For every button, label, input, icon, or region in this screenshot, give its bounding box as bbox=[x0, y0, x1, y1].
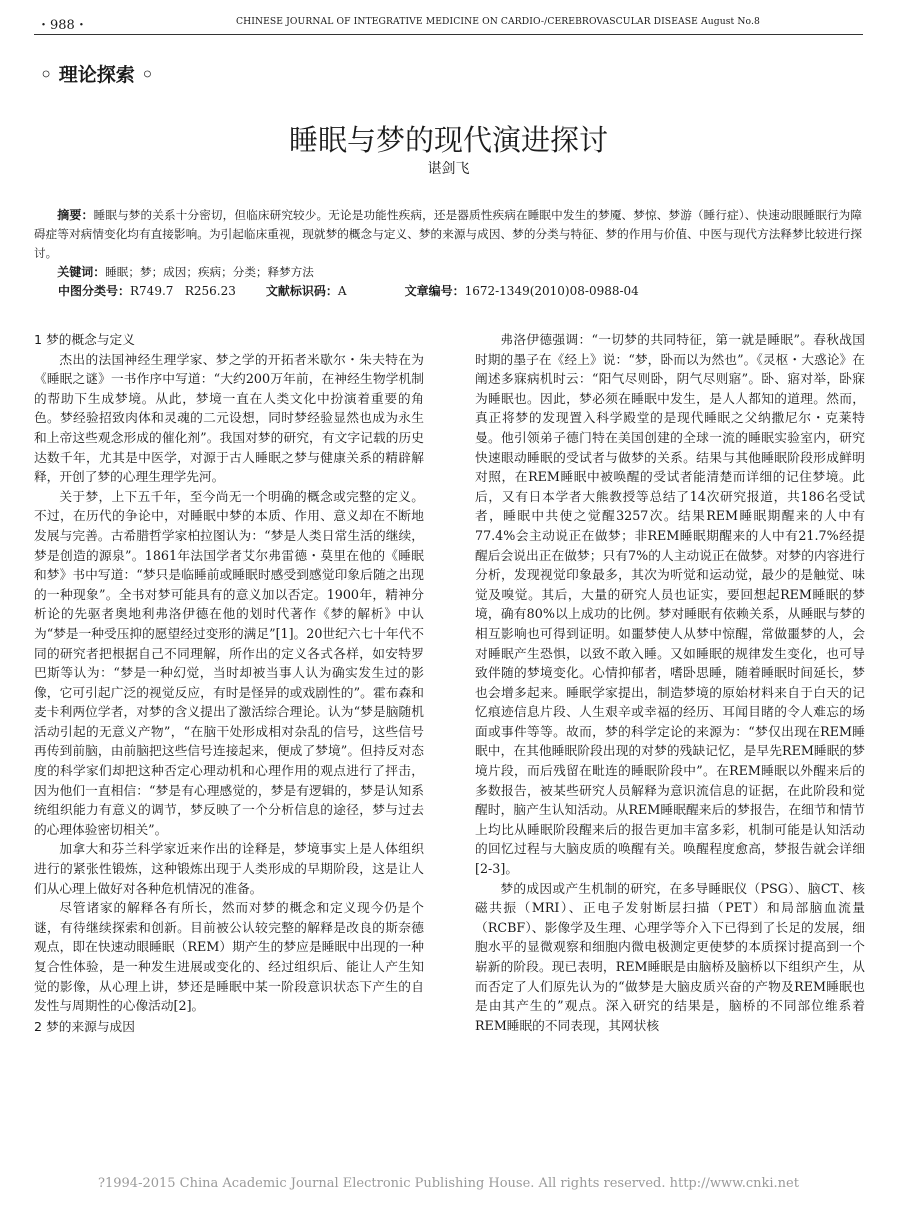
clc-value: R749.7 R256.23 bbox=[130, 284, 236, 298]
copyright-footer: ?1994-2015 China Academic Journal Electronic Publishing House. All rights reserved. http://www.cnki.net bbox=[98, 1176, 799, 1191]
section-tag: ◦ 理论探索 ◦ bbox=[40, 64, 154, 86]
body-paragraph: 加拿大和芬兰科学家近来作出的诠释是，梦境事实上是人体组织进行的紧张性锻炼，这种锻炼出现于人类形成的早期阶段，这是让人们从心理上做好对各种危机情况的准备。 bbox=[34, 841, 424, 896]
article-number-label: 文章编号： bbox=[404, 284, 465, 298]
keywords-line bbox=[34, 263, 862, 282]
keywords-label: 关键词： bbox=[57, 265, 106, 279]
clc-label: 中图分类号： bbox=[58, 284, 131, 298]
section-heading-1: 1 梦的概念与定义 bbox=[34, 332, 135, 347]
body-paragraph: 弗洛伊德强调：“一切梦的共同特征，第一就是睡眠”。春秋战国时期的墨子在《经上》说：“梦，卧而以为然也”。《灵枢・大惑论》在阐述多寐病机时云：“阳气尽则卧，阴气尽则寤”。卧、寤对举，卧寐为睡眠也。因此，梦必须在睡眠中发生，是人人都知的道理。然而，真正将梦的发现置入科学殿堂的是现代睡眠之父纳撒尼尔・克莱特曼。他引领弟子德门特在美国创建的全球一流的睡眠实验室内，研究快速眼动睡眠的受试者与做梦的关系。结果与其他睡眠阶段形成鲜明对照，在REM睡眠中被唤醒的受试者能清楚而详细的记住梦境。此后，又有日本学者大熊教授等总结了14次研究报道，共186名受试者，睡眠中共使之觉醒3257次。结果REM睡眠期醒来的人中有77.4%会主动说正在做梦；非REM睡眠期醒来的人中有21.7%经提醒后会说出正在做梦；只有7%的人主动说正在做梦。对梦的内容进行分析，发现视觉印象最多，其次为听觉和运动觉，最少的是触觉、味觉及嗅觉。其后，大量的研究人员也证实，要回想起REM睡眠的梦境，确有80%以上成功的比例。梦对睡眠有依赖关系，从睡眠与梦的相互影响也可得到证明。如噩梦使人从梦中惊醒，常做噩梦的人，会对睡眠产生恐惧，以致不敢入睡。又如睡眠的规律发生变化，也可导致伴随的梦境变化。心情抑郁者，嗜卧思睡，随着睡眠时间延长，梦也会增多起来。睡眠学家提出，制造梦境的原始材料来自于白天的记忆痕迹信息片段、人生艰辛或幸福的经历、耳闻目睹的令人难忘的场面或事件等等。故而，梦的科学定论的来源为：“梦仅出现在REM睡眠中，在其他睡眠阶段出现的对梦的残缺记忆，是早先REM睡眠的梦境片段，而后残留在毗连的睡眠阶段中”。在REM睡眠以外醒来后的多数报告，被某些研究人员解释为意识流信息的证据，在此阶段和觉醒时，脑产生认知活动。从REM睡眠醒来后的梦报告，在细节和情节上均比从睡眠阶段醒来后的报告更加丰富多彩，机制可能是认知活动的回忆过程与大脑皮质的唤醒有关。唤醒程度愈高，梦报告就会详细[2-3]。 bbox=[475, 332, 865, 877]
abstract-paragraph bbox=[34, 206, 862, 263]
page-number: ・988・ bbox=[37, 18, 88, 33]
journal-header: CHINESE JOURNAL OF INTEGRATIVE MEDICINE ON CARDIO-/CEREBROVASCULAR DISEASE August No.8 bbox=[236, 16, 760, 27]
doc-code-label: 文献标识码： bbox=[265, 284, 338, 298]
classification-line bbox=[34, 282, 862, 301]
section-heading-2: 2 梦的来源与成因 bbox=[34, 1018, 135, 1034]
body-paragraph: 杰出的法国神经生理学家、梦之学的开拓者米歇尔・朱夫特在为《睡眠之谜》一书作序中写道：“大约200万年前，在神经生物学机制的帮助下生成梦境。从此，梦境一直在人类文化中扮演着重要的角色。梦经验招致肉体和灵魂的二元设想，同时梦经验显然也成为永生和上帝这些观念形成的催化剂”。我国对梦的研究，有文字记载的历史达数千年，尤其是中医学，对源于古人睡眠之梦与健康关系的精辟解释，开创了梦的心理生理学先河。 bbox=[34, 351, 424, 485]
body-paragraph: 梦的成因或产生机制的研究，在多导睡眠仪（PSG）、脑CT、核磁共振（MRI）、正电子发射断层扫描（PET）和局部脑血流量（RCBF）、影像学及生理、心理学等介入下已得到了长足的发展，细胞水平的显微观察和细胞内微电极测定更使梦的本质探讨提高到一个崭新的阶段。现已表明，REM睡眠是由脑桥及脑桥以下组织产生，从而否定了人们原先认为的“做梦是大脑皮质兴奋的产物及REM睡眠也是由其产生的”观点。深入研究的结果是，脑桥的不同部位维系着REM睡眠的不同表现，其网状核 bbox=[475, 880, 865, 1033]
article-number-value: 1672-1349(2010)08-0988-04 bbox=[464, 284, 639, 298]
body-paragraph: 关于梦，上下五千年，至今尚无一个明确的概念或完整的定义。不过，在历代的争论中，对睡眠中梦的本质、作用、意义却在不断地发展与完善。古希腊哲学家柏拉图认为：“梦是人类日常生活的继续，梦是创造的源泉”。1861年法国学者艾尔弗雷德・莫里在他的《睡眠和梦》书中写道：“梦只是临睡前或睡眠时感受到感觉印象后随之出现的一种现象”。全书对梦可能具有的意义加以否定。1900年，精神分析论的先驱者奥地利弗洛伊德在他的划时代著作《梦的解析》中认为“梦是一种受压抑的愿望经过变形的满足”[1]。20世纪六七十年代不同的研究者把根据自己不同理解，所作出的定义各式各样，如安特罗巴斯等认为：“梦是一种幻觉，当时却被当事人认为确实发生过的影像，它可引起广泛的视觉反应，有时是怪异的或戏剧性的”。霍布森和麦卡利两位学者，对梦的含义提出了激活综合理论。认为“梦是脑随机活动引起的无意义产物”，“在脑干处形成相对杂乱的信号，这些信号再传到前脑，由前脑把这些信号连接起来，便成了梦境”。但持反对态度的科学家们却把这种否定心理动机和心理作用的观点进行了抨击，因为他们一直相信：“梦是有心理感觉的，梦是有逻辑的，梦是认知系统组织能力有意义的调节，梦反映了一个分析信息的途径，梦与过去的心理体验密切相关”。 bbox=[34, 488, 424, 837]
keywords-text: 睡眠；梦；成因；疾病；分类；释梦方法 bbox=[105, 265, 314, 279]
abstract-label: 摘要： bbox=[57, 208, 94, 222]
left-column bbox=[34, 330, 424, 1036]
author: 谌剑飞 bbox=[427, 161, 470, 177]
abstract-text: 睡眠与梦的关系十分密切，但临床研究较少。无论是功能性疾病，还是器质性疾病在睡眠中发生的梦魇、梦惊、梦游（睡行症）、快速动眼睡眠行为障碍症等对病情变化均有直接影响。为引起临床重视，现就梦的概念与定义、梦的来源与成因、梦的分类与特征、梦的作用与价值、中医与现代方法释梦比较进行探讨。 bbox=[34, 208, 862, 260]
header-rule bbox=[34, 34, 863, 35]
article-title: 睡眠与梦的现代演进探讨 bbox=[288, 123, 608, 157]
body-paragraph: 尽管诸家的解释各有所长，然而对梦的概念和定义现今仍是个谜，有待继续探索和创新。目前被公认较完整的解释是改良的斯奈德观点，即在快速动眼睡眠（REM）期产生的梦应是睡眠中出现的一种复合性体验，是一种发生进展或变化的、经过组织后、能让人产生知觉的影像，从心理上讲，梦还是睡眠中某一阶段意识状态下产生的自发性与周期性的心像活动[2]。 bbox=[34, 900, 424, 1014]
abstract-block bbox=[34, 206, 862, 301]
right-column bbox=[475, 330, 865, 1035]
doc-code-value: A bbox=[337, 284, 347, 298]
